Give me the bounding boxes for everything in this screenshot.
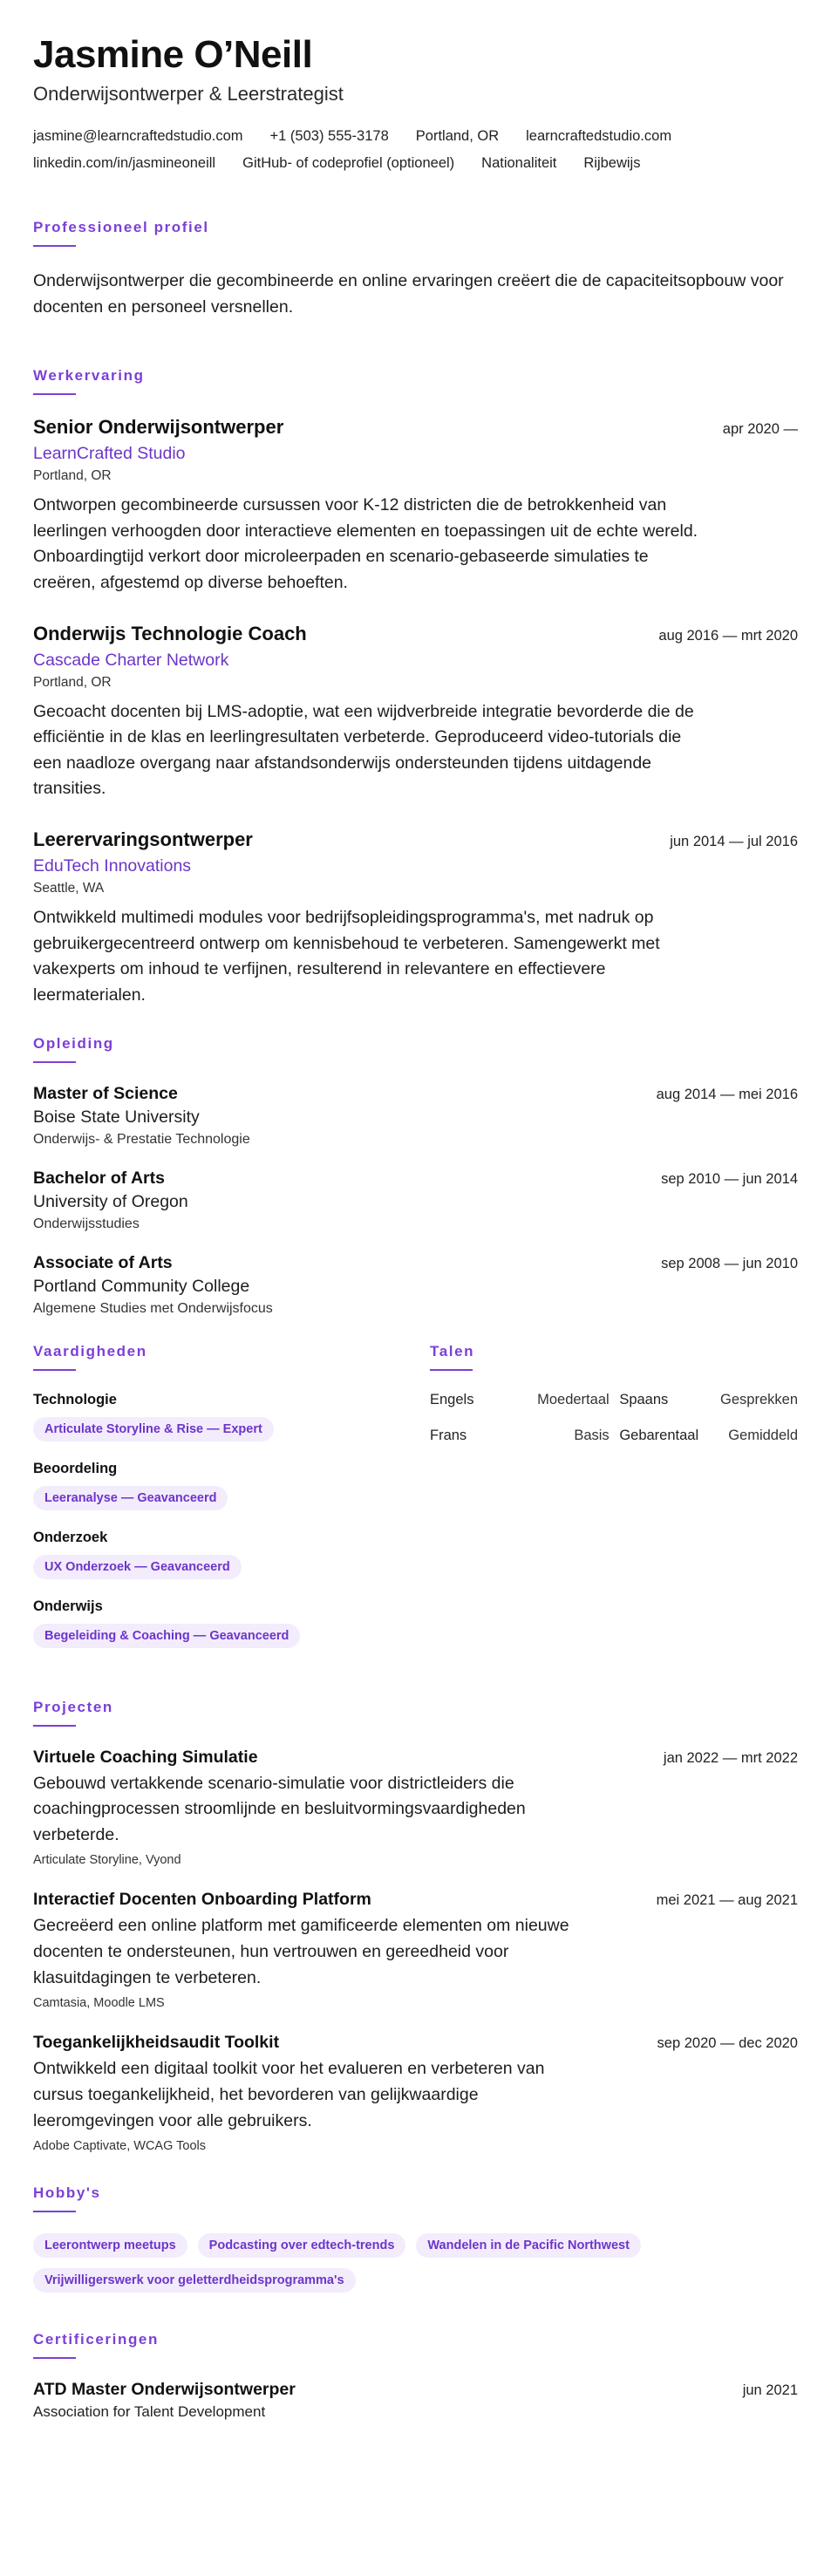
section-title: Werkervaring xyxy=(33,367,145,385)
section-divider xyxy=(33,2357,76,2359)
job-entry xyxy=(33,828,798,1009)
education-dates: sep 2008 — jun 2010 xyxy=(661,1255,798,1271)
hobby-list xyxy=(33,2233,696,2293)
section-divider xyxy=(33,1725,76,1727)
section-divider xyxy=(33,1369,76,1371)
header xyxy=(33,33,798,172)
skill-group xyxy=(33,1392,430,1441)
skill-tag: Leeranalyse — Geavanceerd xyxy=(33,1486,228,1510)
school: University of Oregon xyxy=(33,1191,188,1211)
hobby-tag: Podcasting over edtech-trends xyxy=(198,2233,406,2258)
hobbies-section xyxy=(33,2184,798,2293)
person-role: Onderwijsontwerper & Leerstrategist xyxy=(33,82,344,105)
certification-date: jun 2021 xyxy=(742,2382,798,2399)
section-title: Talen xyxy=(430,1342,475,1360)
degree: Master of Science xyxy=(33,1083,178,1103)
project-entry xyxy=(33,1748,798,1868)
skill-category: Onderzoek xyxy=(33,1529,108,1545)
profile-section xyxy=(33,219,798,320)
skill-tag: Articulate Storyline & Rise — Expert xyxy=(33,1417,274,1441)
job-description: Ontwikkeld multimedi modules voor bedrijfsopleidingsprogramma's, met nadruk op gebruikergecentreerd ontwerp om kennisbehoud te verbeteren. Samengewerkt met vakexperts om inhoud te verfijnen, resulterend in relevantere en effectievere leermaterialen. xyxy=(33,908,660,1005)
education-entry xyxy=(33,1084,798,1148)
field-of-study: Onderwijsstudies xyxy=(33,1216,140,1231)
education-entry xyxy=(33,1169,798,1232)
job-location: Portland, OR xyxy=(33,674,112,690)
project-title: Virtuele Coaching Simulatie xyxy=(33,1747,258,1767)
section-title: Opleiding xyxy=(33,1034,114,1052)
skill-category: Beoordeling xyxy=(33,1460,118,1476)
section-title: Vaardigheden xyxy=(33,1342,147,1360)
project-dates: jan 2022 — mrt 2022 xyxy=(663,1749,798,1766)
degree: Associate of Arts xyxy=(33,1252,173,1272)
section-divider xyxy=(430,1369,473,1371)
project-dates: mei 2021 — aug 2021 xyxy=(656,1892,798,1909)
skill-group xyxy=(33,1530,430,1579)
section-title: Hobby's xyxy=(33,2184,101,2202)
projects-section xyxy=(33,1699,798,2154)
contact-phone[interactable]: +1 (503) 555-3178 xyxy=(269,127,389,144)
skill-group xyxy=(33,1598,430,1648)
contact-github: GitHub- of codeprofiel (optioneel) xyxy=(242,154,455,171)
job-dates: apr 2020 — xyxy=(722,421,798,438)
language-level: Gesprekken xyxy=(720,1391,798,1407)
project-dates: sep 2020 — dec 2020 xyxy=(657,2035,798,2052)
project-entry xyxy=(33,1890,798,2010)
language-name: Frans xyxy=(430,1427,467,1443)
skill-category: Onderwijs xyxy=(33,1598,103,1614)
contact-email[interactable]: jasmine@learncraftedstudio.com xyxy=(33,127,243,144)
section-divider xyxy=(33,1061,76,1063)
school: Portland Community College xyxy=(33,1276,250,1296)
section-title: Projecten xyxy=(33,1698,113,1715)
contact-website[interactable]: learncraftedstudio.com xyxy=(526,127,672,144)
education-section xyxy=(33,1035,798,1317)
language-level: Moedertaal xyxy=(537,1391,610,1407)
skill-tag: Begeleiding & Coaching — Geavanceerd xyxy=(33,1624,300,1648)
project-description: Ontwikkeld een digitaal toolkit voor het evalueren en verbeteren van cursus toegankelijkheid, het bevorderen van gelijkwaardige leeromgevingen voor alle gebruikers. xyxy=(33,2059,545,2130)
experience-section xyxy=(33,367,798,1009)
language-row xyxy=(430,1428,798,1444)
section-divider xyxy=(33,2211,76,2212)
language-level: Gemiddeld xyxy=(728,1427,798,1443)
school: Boise State University xyxy=(33,1107,200,1127)
project-tools: Adobe Captivate, WCAG Tools xyxy=(33,2139,206,2154)
project-title: Toegankelijkheidsaudit Toolkit xyxy=(33,2033,280,2053)
field-of-study: Onderwijs- & Prestatie Technologie xyxy=(33,1131,250,1147)
job-dates: aug 2016 — mrt 2020 xyxy=(658,627,798,644)
job-title: Onderwijs Technologie Coach xyxy=(33,622,307,644)
profile-summary: Onderwijsontwerper die gecombineerde en online ervaringen creëert die de capaciteitsopbouw voor docenten en personeel versnellen. xyxy=(33,270,784,317)
project-title: Interactief Docenten Onboarding Platform xyxy=(33,1890,371,1910)
skills-section xyxy=(33,1343,430,1667)
skill-group xyxy=(33,1461,430,1510)
job-company: EduTech Innovations xyxy=(33,856,192,876)
education-dates: aug 2014 — mei 2016 xyxy=(656,1086,798,1102)
job-company: LearnCrafted Studio xyxy=(33,444,186,464)
certification-org: Association for Talent Development xyxy=(33,2403,266,2421)
contact-linkedin[interactable]: linkedin.com/in/jasmineoneill xyxy=(33,154,216,171)
skills-languages-row xyxy=(33,1343,798,1667)
language-name: Engels xyxy=(430,1391,474,1407)
job-description: Gecoacht docenten bij LMS-adoptie, wat een wijdverbreide integratie bevorderde die de efficiëntie in de klas en leerlingresultaten verbeterde. Geproduceerd video-tutorials die een naadloze overgang naar afstandsonderwijs ondersteunden tijdens uitdagende transities. xyxy=(33,701,694,799)
contact-license: Rijbewijs xyxy=(583,154,641,171)
job-location: Seattle, WA xyxy=(33,881,105,896)
person-name: Jasmine O’Neill xyxy=(33,33,313,76)
job-company: Cascade Charter Network xyxy=(33,650,229,670)
language-name: Gebarentaal xyxy=(619,1427,699,1443)
job-entry xyxy=(33,623,798,803)
education-dates: sep 2010 — jun 2014 xyxy=(661,1170,798,1187)
section-divider xyxy=(33,393,76,395)
project-description: Gecreëerd een online platform met gamificeerde elementen om nieuwe docenten te ondersteunen, hun vertrouwen en gereedheid voor klasuitdagingen te verbeteren. xyxy=(33,1916,569,1987)
job-title: Leerervaringsontwerper xyxy=(33,828,253,851)
skill-tag: UX Onderzoek — Geavanceerd xyxy=(33,1555,242,1579)
language-name: Spaans xyxy=(619,1391,669,1407)
project-description: Gebouwd vertakkende scenario-simulatie voor districtleiders die coachingprocessen stroomlijnde en besluitvormingsvaardigheden verbeterde. xyxy=(33,1773,526,1844)
languages-section xyxy=(430,1343,798,1667)
job-location: Portland, OR xyxy=(33,468,112,484)
job-entry xyxy=(33,416,798,596)
job-title: Senior Onderwijsontwerper xyxy=(33,416,284,439)
degree: Bachelor of Arts xyxy=(33,1168,165,1188)
hobby-tag: Leerontwerp meetups xyxy=(33,2233,187,2258)
contact-location: Portland, OR xyxy=(415,127,500,144)
education-entry xyxy=(33,1253,798,1317)
certifications-section xyxy=(33,2331,798,2421)
project-entry xyxy=(33,2033,798,2153)
field-of-study: Algemene Studies met Onderwijsfocus xyxy=(33,1300,273,1316)
section-title: Professioneel profiel xyxy=(33,218,209,235)
section-divider xyxy=(33,245,76,247)
job-dates: jun 2014 — jul 2016 xyxy=(670,834,798,850)
job-description: Ontworpen gecombineerde cursussen voor K-12 districten die de betrokkenheid van leerlingen verhoogden door interactieve elementen en toepassingen uit de echte wereld. Onboardingtijd verkort door microleerpaden en scenario-gebaseerde simulaties te creëren, afgestemd op diverse behoeften. xyxy=(33,495,698,592)
language-level: Basis xyxy=(574,1427,610,1443)
contact-nationality: Nationaliteit xyxy=(481,154,557,171)
hobby-tag: Wandelen in de Pacific Northwest xyxy=(416,2233,641,2258)
certification-entry xyxy=(33,2380,798,2421)
hobby-tag: Vrijwilligerswerk voor geletterdheidsprogramma's xyxy=(33,2268,356,2293)
certification-title: ATD Master Onderwijsontwerper xyxy=(33,2380,296,2400)
skill-category: Technologie xyxy=(33,1391,117,1407)
section-title: Certificeringen xyxy=(33,2331,159,2348)
language-row xyxy=(430,1392,798,1408)
project-tools: Camtasia, Moodle LMS xyxy=(33,1996,165,2011)
contact-list xyxy=(33,128,798,172)
project-tools: Articulate Storyline, Vyond xyxy=(33,1853,181,1868)
